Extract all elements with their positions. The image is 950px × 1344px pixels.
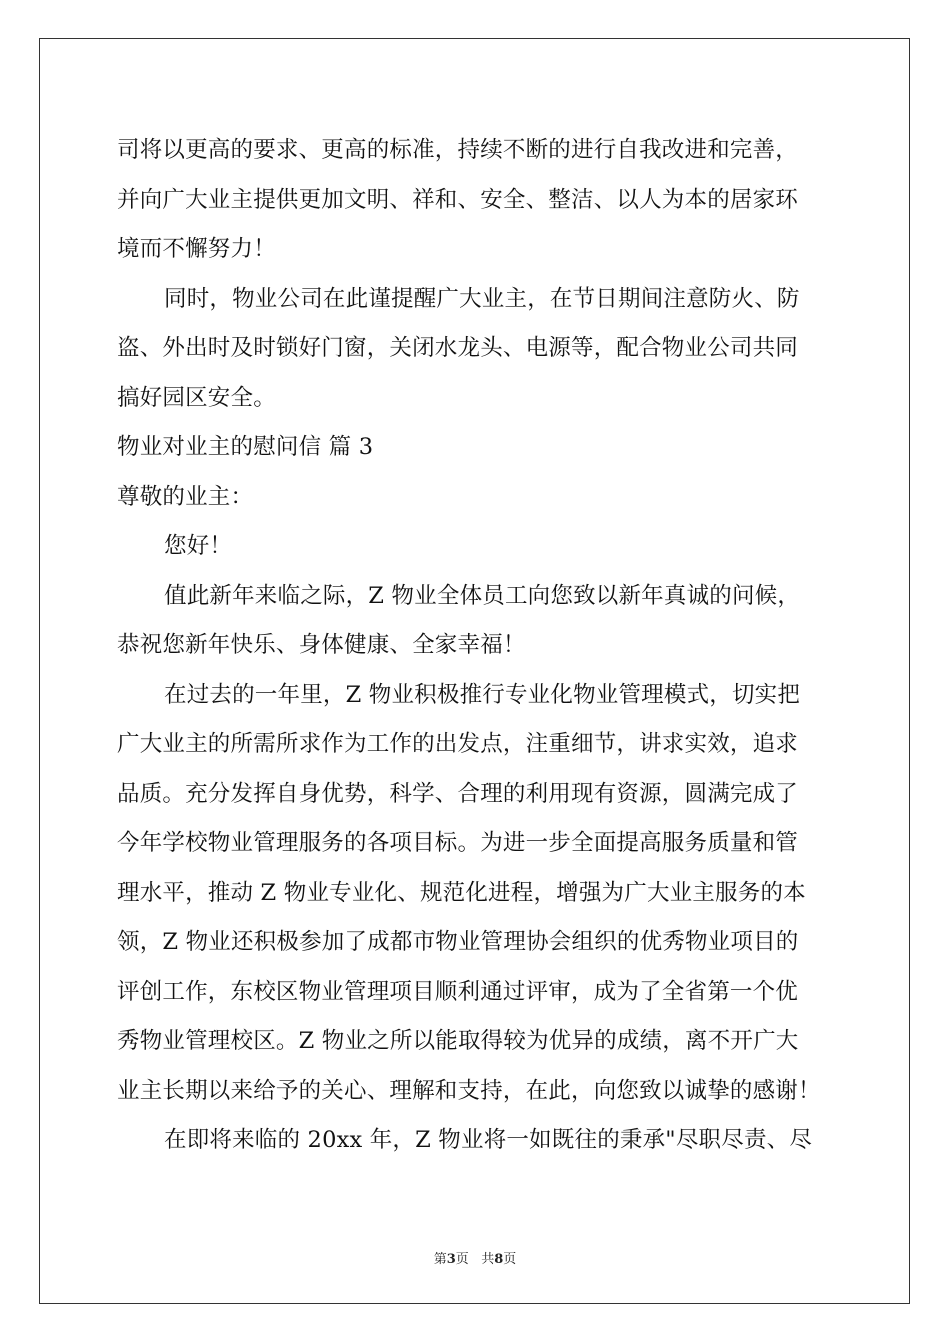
text-line: 同时，物业公司在此谨提醒广大业主，在节日期间注意防火、防 xyxy=(164,285,800,312)
section-heading: 物业对业主的慰问信 篇 3 xyxy=(117,434,374,460)
text-line: 业主长期以来给予的关心、理解和支持，在此，向您致以诚挚的感谢！ xyxy=(117,1077,821,1104)
text-line: 境而不懈努力！ xyxy=(117,236,276,262)
document-body xyxy=(117,126,842,1166)
text-line: 评创工作，东校区物业管理项目顺利通过评审，成为了全省第一个优 xyxy=(117,978,799,1005)
text-line: 在即将来临的 20xx 年，Z 物业将一如既往的秉承"尽职尽责、尽 xyxy=(164,1127,813,1153)
page-current: 3 xyxy=(446,1252,456,1267)
text-line: 领，Z 物业还积极参加了成都市物业管理协会组织的优秀物业项目的 xyxy=(117,929,799,955)
text-line: 广大业主的所需所求作为工作的出发点，注重细节，讲求实效，追求 xyxy=(117,731,799,757)
text-line: 品质。充分发挥自身优势，科学、合理的利用现有资源，圆满完成了 xyxy=(117,780,799,807)
text-line: 秀物业管理校区。Z 物业之所以能取得较为优异的成绩，离不开广大 xyxy=(117,1028,799,1054)
text-line: 司将以更高的要求、更高的标准，持续不断的进行自我改进和完善， xyxy=(117,137,799,163)
page-total: 8 xyxy=(494,1252,504,1267)
total-prefix: 共 xyxy=(481,1252,495,1267)
text-line: 并向广大业主提供更加文明、祥和、安全、整洁、以人为本的居家环 xyxy=(117,186,799,213)
text-line: 在过去的一年里，Z 物业积极推行专业化物业管理模式，切实把 xyxy=(164,681,801,708)
page-suffix: 页 xyxy=(455,1252,469,1267)
greeting: 您好！ xyxy=(164,533,233,559)
text-line: 今年学校物业管理服务的各项目标。为进一步全面提高服务质量和管 xyxy=(117,830,799,856)
salutation: 尊敬的业主： xyxy=(117,483,254,510)
total-suffix: 页 xyxy=(503,1252,517,1267)
text-line: 搞好园区安全。 xyxy=(117,384,276,411)
text-line: 理水平，推动 Z 物业专业化、规范化进程，增强为广大业主服务的本 xyxy=(117,879,806,906)
page-prefix: 第 xyxy=(433,1252,447,1267)
text-line: 盗、外出时及时锁好门窗，关闭水龙头、电源等，配合物业公司共同 xyxy=(117,335,799,361)
page-footer xyxy=(0,1248,950,1267)
text-line: 恭祝您新年快乐、身体健康、全家幸福！ xyxy=(117,632,526,658)
text-line: 值此新年来临之际，Z 物业全体员工向您致以新年真诚的问候， xyxy=(164,582,801,609)
